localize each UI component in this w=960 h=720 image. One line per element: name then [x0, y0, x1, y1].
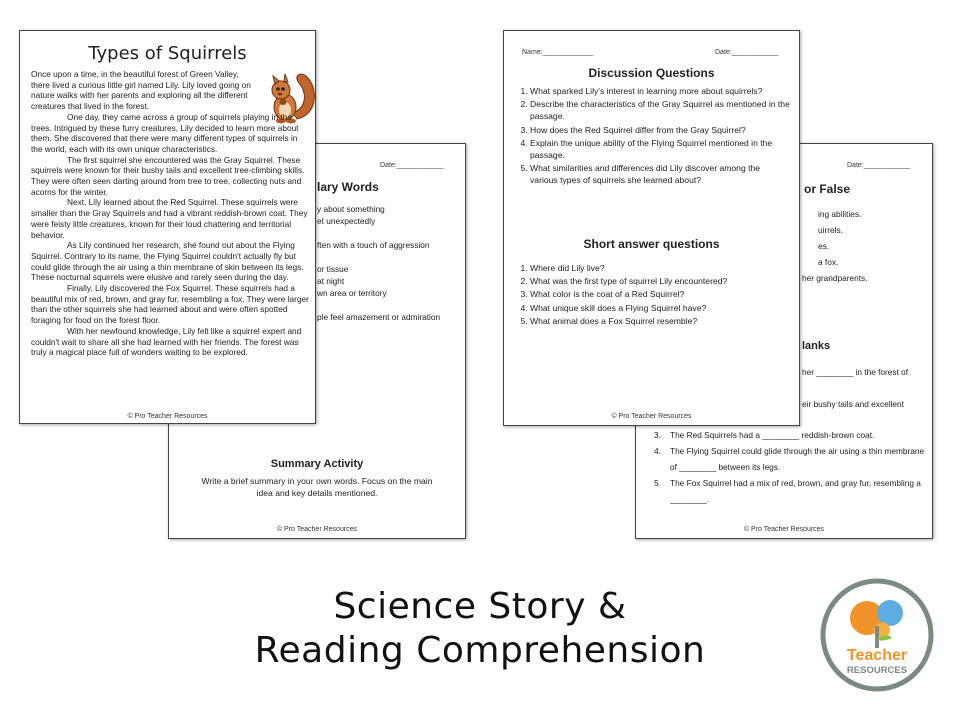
blank-num-5: 5.: [654, 478, 661, 488]
short-answer-question: 4. What unique skill does a Flying Squirrel have?: [530, 302, 790, 314]
story-paragraph: As Lily continued her research, she found out about the Flying Squirrel. Contrary to its name, the Flying Squirrel couldn't actually fly but could glide through the air using a thin membrane of skin between its legs. These nocturnal squirrels were elusive and rarely seen during the day.: [31, 240, 304, 283]
date-field: Date:____________: [380, 162, 444, 169]
vocab-line-7: at night: [317, 276, 345, 286]
blank-num-3: 3.: [654, 430, 661, 440]
discussion-question: 4. Explain the unique ability of the Flying Squirrel mentioned in the passage.: [530, 137, 790, 161]
name-field: Name:_____________: [522, 49, 594, 56]
blank-line-4a: The Flying Squirrel could glide through the air using a thin membrane: [670, 446, 925, 456]
story-paragraph: Finally, Lily discovered the Fox Squirrel. These squirrels had a beautiful mix of red, brown, and gray fur, resembling a fox. They were larger than the other squirrels she had learned about and were often spotted foraging for food on the forest floor.: [31, 283, 309, 326]
page-footer: © Pro Teacher Resources: [127, 413, 208, 420]
blank-line-3: The Red Squirrels had a ________ reddish-brown coat.: [670, 430, 875, 440]
story-paragraph: The first squirrel she encountered was the Gray Squirrel. These squirrels were known for their bushy tails and excellent tree-climbing skills. They were often seen darting around from tree to tree, collecting nuts and acorns for the winter.: [31, 154, 305, 197]
page-footer: © Pro Teacher Resources: [276, 526, 358, 533]
main-title: [0, 585, 960, 673]
vocab-line-6: or tissue: [317, 264, 349, 274]
tf-line-1: ing abilities.: [818, 209, 862, 219]
logo-text-teacher: Teacher: [846, 647, 908, 664]
discussion-worksheet: [503, 30, 800, 426]
vocab-line-10: ple feel amazement or admiration: [317, 312, 441, 322]
discussion-question-list: [504, 85, 790, 188]
teacher-resources-logo: [820, 578, 934, 692]
date-field: Date:____________: [715, 49, 779, 56]
summary-heading: Summary Activity: [270, 458, 364, 470]
story-paragraph: One day, they came across a group of squirrels playing in the trees. Intrigued by these furry creatures, Lily decided to learn more about them. She discovered that there were many different types of squirrels in the world, each with its own unique characteristics.: [31, 111, 299, 154]
short-answer-heading: Short answer questions: [583, 237, 720, 251]
discussion-question: 3. How does the Red Squirrel differ from the Gray Squirrel?: [530, 124, 790, 136]
page-footer: © Pro Teacher Resources: [611, 413, 692, 420]
tf-line-2: uirrels.: [818, 225, 843, 235]
fill-blanks-heading: lanks: [802, 340, 831, 352]
tf-line-4: a fox.: [818, 257, 839, 267]
discussion-question: 2. Describe the characteristics of the Gray Squirrel as mentioned in the passage.: [530, 98, 790, 122]
blank-line-5b: ________.: [670, 494, 710, 504]
story-paragraph: Next, Lily learned about the Red Squirrel. These squirrels were smaller than the Gray Squirrels and had a vibrant reddish-brown coat. They were feisty little creatures, known for their loud chattering and territorial behavior.: [31, 197, 308, 240]
story-body: [31, 69, 311, 358]
discussion-heading: Discussion Questions: [588, 66, 715, 80]
vocab-line-8: wn area or territory: [317, 288, 387, 298]
tf-line-3: es.: [818, 241, 830, 251]
story-title: Types of Squirrels: [88, 43, 247, 64]
vocab-line-4: ften with a touch of aggression: [317, 240, 430, 250]
story-paragraph: With her newfound knowledge, Lily felt like a squirrel expert and couldn't wait to share all she had learned with her friends. The forest was truly a magical place full of wonders waiting to be explored.: [31, 325, 302, 358]
vocab-line-2: et unexpectedly: [317, 216, 376, 226]
blank-num-4: 4.: [654, 446, 661, 456]
date-field: Date:____________: [847, 162, 911, 169]
blank-line-4b: of ________ between its legs.: [670, 462, 781, 472]
vocab-heading: lary Words: [317, 180, 379, 194]
blank-line-1: her ________ in the forest of: [802, 367, 909, 377]
blank-line-5a: The Fox Squirrel had a mix of red, brown, and gray fur, resembling a: [670, 478, 921, 488]
true-false-heading: or False: [804, 182, 851, 196]
tf-line-5: her grandparents.: [802, 273, 868, 283]
short-answer-question: 1. Where did Lily live?: [530, 262, 790, 274]
discussion-question: 1. What sparked Lily's interest in learning more about squirrels?: [530, 85, 790, 97]
blank-line-2: eir bushy tails and excellent: [802, 399, 904, 409]
discussion-question: 5. What similarities and differences did Lily discover among the various types of squirrels she learned about?: [530, 162, 790, 186]
logo-text-resources: RESOURCES: [846, 665, 908, 676]
short-answer-list: [504, 262, 790, 328]
vocab-line-1: y about something: [317, 204, 385, 214]
short-answer-question: 3. What color is the coat of a Red Squirrel?: [530, 288, 790, 300]
story-paragraph: Once upon a time, in the beautiful forest of Green Valley, there lived a curious little girl named Lily. Lily loved going on nature walks with her parents and exploring all the different creatures that lived in the forest.: [31, 69, 251, 112]
page-footer: © Pro Teacher Resources: [743, 526, 825, 533]
main-title-line-1: Science Story &: [333, 586, 627, 627]
story-page: [19, 30, 316, 424]
summary-instructions: Write a brief summary in your own words. Focus on the main idea and key details mentioned.: [201, 476, 433, 498]
short-answer-question: 5. What animal does a Fox Squirrel resemble?: [530, 315, 790, 327]
main-title-line-2: Reading Comprehension: [254, 630, 706, 671]
short-answer-question: 2. What was the first type of squirrel Lily encountered?: [530, 275, 790, 287]
